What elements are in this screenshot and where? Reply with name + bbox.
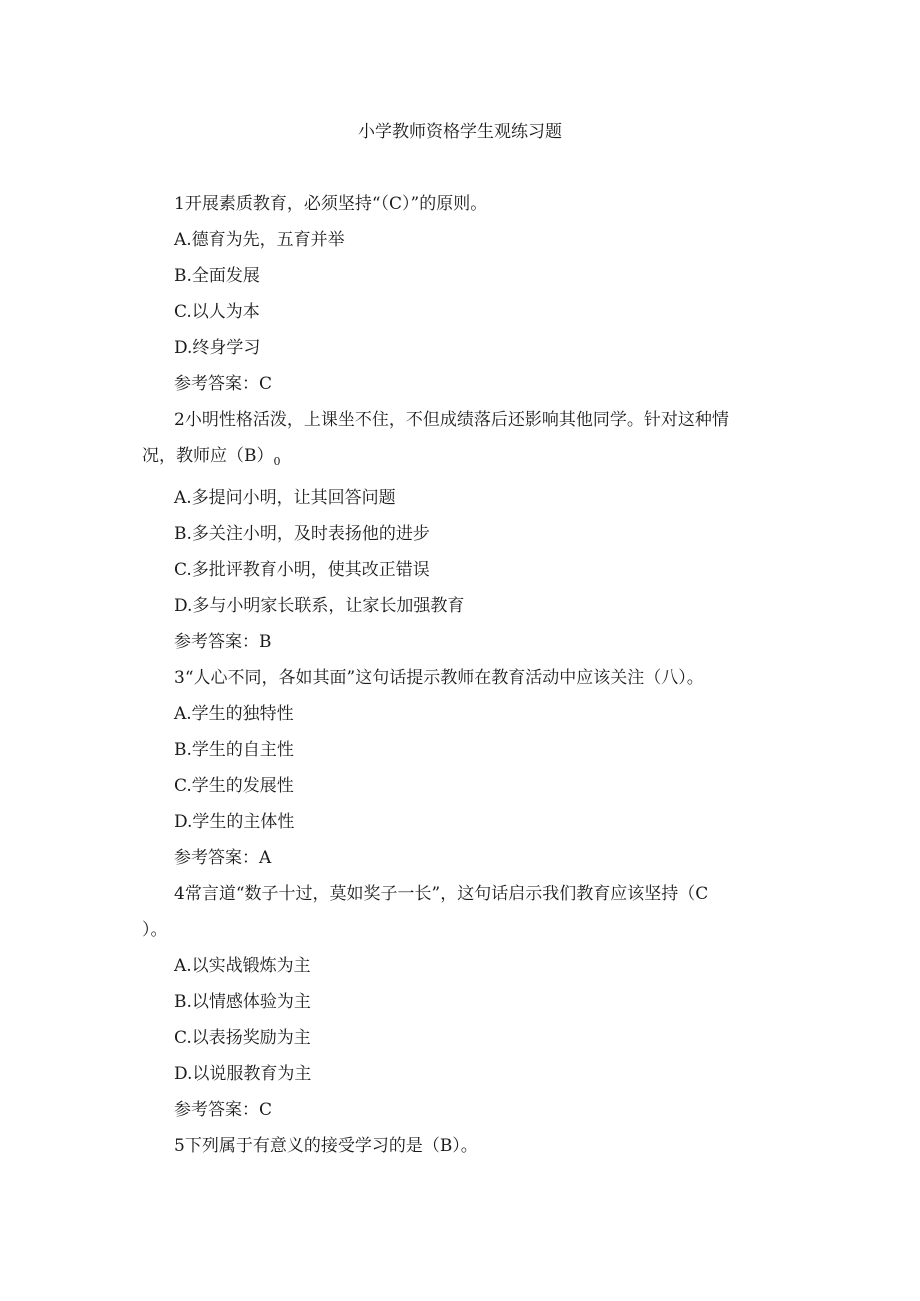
option-d: D.学生的主体性 — [174, 812, 295, 832]
answer-line: 参考答案：B — [174, 632, 272, 652]
question-block — [174, 660, 794, 876]
option-c: C.以表扬奖励为主 — [174, 1028, 311, 1048]
option-b: B.学生的自主性 — [174, 740, 294, 760]
question-stem-text: 况，教师应（B） — [142, 446, 274, 466]
question-stem: 5下列属于有意义的接受学习的是（B）。 — [174, 1136, 478, 1156]
option-a: A.多提问小明，让其回答问题 — [174, 488, 396, 508]
question-stem: 4常言道“数子十过，莫如奖子一长”，这句话启示我们教育应该坚持（C — [174, 884, 709, 904]
option-b: B.全面发展 — [174, 266, 260, 286]
answer-line: 参考答案：A — [174, 848, 272, 868]
option-d: D.以说服教育为主 — [174, 1064, 312, 1084]
trailing-mark: 0 — [273, 455, 281, 468]
option-b: B.以情感体验为主 — [174, 992, 311, 1012]
option-a: A.德育为先，五育并举 — [174, 230, 345, 250]
option-d: D.多与小明家长联系，让家长加强教育 — [174, 596, 465, 616]
question-stem-continuation — [142, 438, 794, 480]
option-c: C.以人为本 — [174, 302, 260, 322]
question-block — [142, 402, 794, 660]
document-body — [142, 186, 794, 1164]
option-d: D.终身学习 — [174, 338, 261, 358]
answer-line: 参考答案：C — [174, 1100, 273, 1120]
question-block — [174, 1128, 794, 1164]
option-a: A.学生的独特性 — [174, 704, 294, 724]
option-a: A.以实战锻炼为主 — [174, 956, 311, 976]
option-c: C.学生的发展性 — [174, 776, 294, 796]
document-title: 小学教师资格学生观练习题 — [358, 122, 562, 142]
option-c: C.多批评教育小明，使其改正错误 — [174, 560, 430, 580]
question-stem-continuation: ）。 — [142, 920, 168, 940]
question-stem: 2小明性格活泼，上课坐不住，不但成绩落后还影响其他同学。针对这种情 — [174, 410, 729, 430]
question-block — [174, 186, 794, 402]
question-stem: 1开展素质教育，必须坚持“（C）”的原则。 — [174, 194, 488, 214]
question-stem: 3“人心不同，各如其面”这句话提示教师在教育活动中应该关注（八）。 — [174, 668, 704, 688]
answer-line: 参考答案：C — [174, 374, 273, 394]
option-b: B.多关注小明，及时表扬他的进步 — [174, 524, 430, 544]
question-block — [142, 876, 794, 1128]
